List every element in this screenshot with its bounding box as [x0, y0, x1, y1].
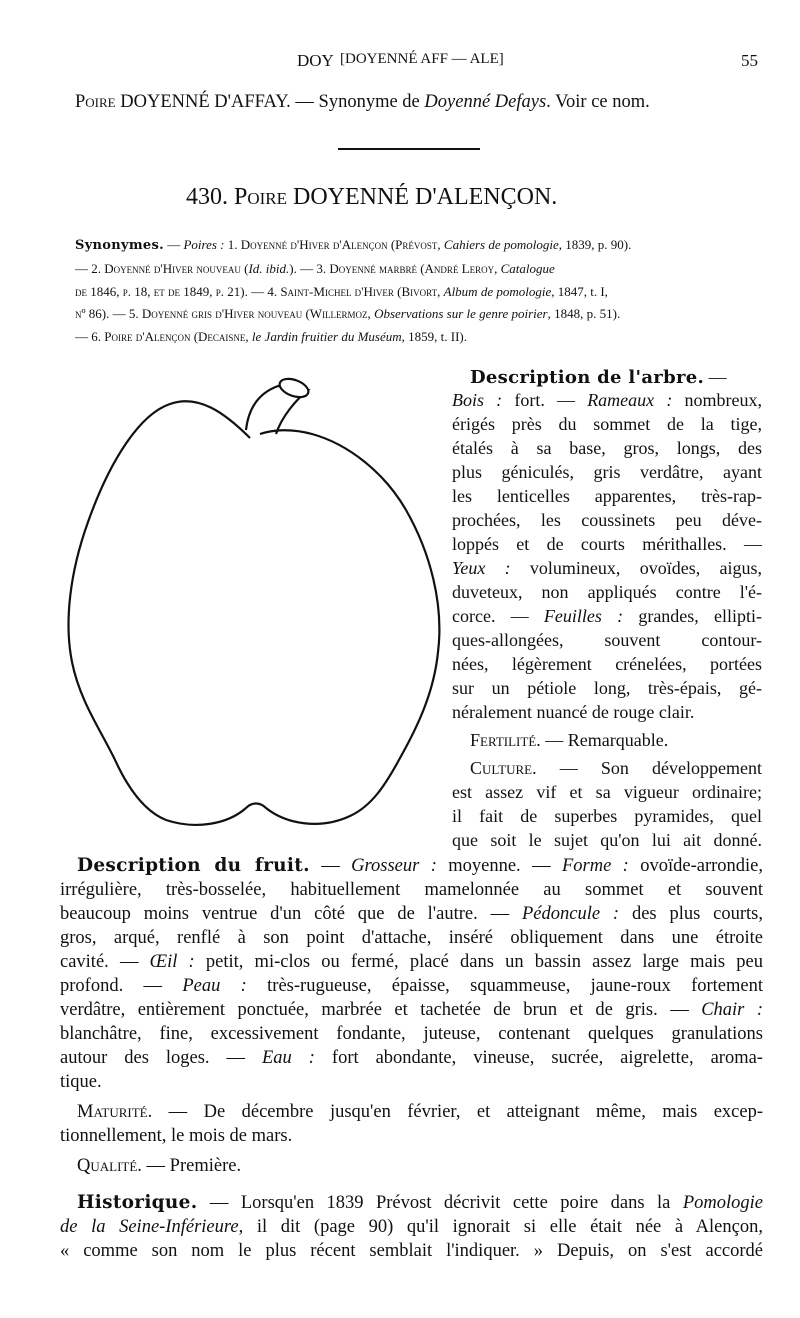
historique-ref: Pomologie	[682, 1193, 763, 1213]
arbre-text: corce. —	[452, 606, 544, 626]
running-head-bracket: [DOYENNÉ AFF — ALE]	[340, 51, 504, 67]
syn-text: 1. Doyenné d'Hiver d'Alençon (Prévost,	[224, 237, 444, 252]
syn-ref: Id. ibid.	[248, 261, 290, 276]
arbre-line-7: loppés et de courts mérithalles. —	[452, 534, 762, 554]
syn-poires: Poires :	[183, 237, 225, 252]
entry-title-poire: Poire	[234, 184, 288, 210]
entry-title	[186, 185, 557, 209]
fertilite-label: Fertilité.	[470, 730, 541, 750]
syn-text: — 2. Doyenné d'Hiver nouveau (	[75, 261, 249, 276]
maturite-text: — De décembre jusqu'en février, et atteignant même, mais excep-	[152, 1102, 763, 1122]
culture-line-4: que soit le sujet qu'on lui ait donné.	[452, 830, 762, 850]
fruit-text: très-rugueuse, épaisse, squammeuse, jaune-roux fortement	[246, 976, 763, 996]
arbre-line-9: duveteux, non appliqués contre l'é-	[452, 582, 762, 602]
fruit-line-1	[77, 857, 763, 876]
culture-line-3: il fait de superbes pyramides, quel	[452, 806, 762, 826]
culture-line-2: est assez vif et sa vigueur ordinaire;	[452, 782, 762, 802]
arbre-text: grandes, ellipti-	[623, 606, 763, 626]
historique-line-1	[77, 1194, 763, 1213]
fruit-text: cavité. —	[60, 952, 150, 972]
cross-ref-tail: . Voir ce nom.	[546, 92, 650, 112]
arbre-line-8	[452, 559, 762, 577]
page-number: 55	[741, 51, 758, 70]
arbre-heading-label: Description de l'arbre.	[470, 367, 705, 388]
arbre-text: volumineux, ovoïdes, aigus,	[510, 558, 762, 578]
maturite-line-2: tionnellement, le mois de mars.	[60, 1126, 293, 1146]
cross-reference	[75, 93, 650, 112]
fruit-forme: Forme :	[561, 856, 629, 876]
syn-ref: Album de pomologie	[443, 284, 552, 299]
pear-body-outline	[69, 401, 440, 825]
fruit-line-4: gros, arqué, renflé à son point d'attache, inséré obliquement dans une étroite	[60, 928, 763, 948]
historique-label: Historique.	[77, 1192, 198, 1213]
fruit-grosseur: Grosseur :	[351, 856, 437, 876]
arbre-line-3: étalés à sa base, gros, longs, des	[452, 438, 762, 458]
arbre-line-12: nées, légèrement crénelées, portées	[452, 654, 762, 674]
fruit-heading: Description du fruit.	[77, 855, 310, 876]
syn-post: , 1848, p. 51).	[547, 306, 621, 321]
arbre-line-5: les lenticelles apparentes, très-rap-	[452, 486, 762, 506]
arbre-bois: Bois :	[452, 390, 503, 410]
qualite-text: — Première.	[141, 1156, 242, 1176]
synonymes-line-5	[75, 330, 467, 343]
culture-text: — Son développement	[536, 758, 762, 778]
fruit-text: moyenne. —	[436, 856, 562, 876]
fruit-line-9	[60, 1049, 763, 1068]
fruit-pedoncule: Pédoncule :	[521, 904, 620, 924]
fruit-line-6	[60, 977, 763, 996]
pear-stalk-end	[277, 375, 311, 400]
maturite-label: Maturité.	[77, 1102, 153, 1122]
arbre-line-4: plus géniculés, gris verdâtre, ayant	[452, 462, 762, 482]
historique-text: — Lorsqu'en 1839 Prévost décrivit cette poire dans la	[197, 1193, 683, 1213]
arbre-heading	[470, 368, 727, 387]
historique-ref: de la Seine-Inférieure	[60, 1217, 239, 1237]
entry-number: 430.	[186, 184, 228, 210]
pear-outline-figure	[50, 372, 450, 842]
fruit-line-7	[60, 1001, 763, 1020]
fruit-text: des plus courts,	[619, 904, 763, 924]
fruit-text: petit, mi-clos ou fermé, placé dans un bassin assez large mais peu	[194, 952, 764, 972]
synonymes-line-1	[75, 238, 631, 252]
fruit-chair: Chair :	[701, 1000, 763, 1020]
syn-ref: le Jardin fruitier du Muséum	[251, 329, 402, 344]
qualite-label: Qualité.	[77, 1156, 142, 1176]
syn-text: de 1846, p. 18, et de 1849, p. 21). — 4. Saint-Michel d'Hiver (Bivort,	[75, 284, 444, 299]
synonymes-label: Synonymes.	[75, 238, 164, 253]
fruit-line-2: irrégulière, très-bosselée, habituellement mamelonnée au sommet et souvent	[60, 880, 763, 900]
historique-text: , il dit (page 90) qu'il ignorait si elle était née à Alençon,	[238, 1217, 763, 1237]
syn-post: , 1839, p. 90).	[558, 237, 632, 252]
syn-ref: Catalogue	[500, 261, 555, 276]
fruit-text: —	[309, 856, 352, 876]
fruit-text: profond. —	[60, 976, 183, 996]
cross-ref-name: DOYENNÉ D'AFFAY.	[120, 92, 291, 112]
arbre-line-1	[452, 391, 762, 409]
syn-ref: Cahiers de pomologie	[443, 237, 559, 252]
arbre-feuilles: Feuilles :	[543, 606, 624, 626]
fruit-line-10: tique.	[60, 1072, 102, 1092]
synonymes-line-3	[75, 285, 608, 298]
syn-post: , 1847, t. I,	[551, 284, 608, 299]
arbre-line-13: sur un pétiole long, très-épais, gé-	[452, 678, 762, 698]
fertilite-text: — Remarquable.	[540, 730, 669, 750]
maturite-line-1	[77, 1103, 763, 1122]
fruit-text: ovoïde-arrondie,	[628, 856, 764, 876]
fruit-text: verdâtre, entièrement ponctuée, marbrée et tachetée de brun et de gris. —	[60, 1000, 702, 1020]
fruit-oeil: Œil :	[149, 952, 195, 972]
fruit-peau: Peau :	[182, 976, 247, 996]
separator-rule	[338, 148, 480, 150]
arbre-yeux: Yeux :	[452, 558, 511, 578]
syn-dash: —	[163, 237, 184, 252]
cross-ref-target: Doyenné Defays	[424, 92, 547, 112]
cross-ref-poire: Poire	[75, 92, 116, 112]
syn-post: , 1859, t. II).	[401, 329, 468, 344]
historique-line-3: « comme son nom le plus récent semblait l'indiquer. » Depuis, on s'est accordé	[60, 1241, 763, 1261]
fruit-text: beaucoup moins ventrue d'un côté que de l'autre. —	[60, 904, 522, 924]
qualite	[77, 1157, 241, 1176]
syn-post: ). — 3. Doyenné marbré (André Leroy,	[289, 261, 501, 276]
fertilite	[470, 731, 668, 749]
entry-title-name: DOYENNÉ D'ALENÇON.	[293, 184, 558, 210]
syn-ref: Observations sur le genre poirier	[374, 306, 548, 321]
arbre-line-11: ques-allongées, souvent contour-	[452, 630, 762, 650]
fruit-line-5	[60, 953, 763, 972]
fruit-text: fort abondante, vineuse, sucrée, aigrelette, aroma-	[314, 1048, 763, 1068]
fruit-eau: Eau :	[262, 1048, 315, 1068]
culture-label: Culture.	[470, 758, 537, 778]
fruit-line-3	[60, 905, 763, 924]
synonymes-line-2	[75, 262, 555, 275]
running-head-left: DOY	[297, 51, 334, 70]
arbre-line-10	[452, 607, 762, 625]
synonymes-line-4	[75, 307, 620, 320]
historique-line-2	[60, 1218, 763, 1237]
fruit-line-8: blanchâtre, fine, excessivement fondante, juteuse, contenant quelques granulations	[60, 1024, 763, 1044]
syn-text: nº 86). — 5. Doyenné gris d'Hiver nouveau (Willermoz,	[75, 306, 375, 321]
arbre-heading-dash: —	[704, 367, 727, 387]
culture-line-1	[470, 759, 762, 777]
cross-ref-dash: — Synonyme de	[290, 92, 425, 112]
arbre-line-14: néralement nuancé de rouge clair.	[452, 702, 695, 722]
fruit-text: autour des loges. —	[60, 1048, 262, 1068]
arbre-line-2: érigés près du sommet de la tige,	[452, 414, 762, 434]
arbre-line-6: prochées, les coussinets peu déve-	[452, 510, 762, 530]
arbre-text: fort. —	[502, 390, 588, 410]
arbre-text: nombreux,	[672, 390, 763, 410]
arbre-rameaux: Rameaux :	[587, 390, 673, 410]
syn-text: — 6. Poire d'Alençon (Decaisne,	[75, 329, 252, 344]
